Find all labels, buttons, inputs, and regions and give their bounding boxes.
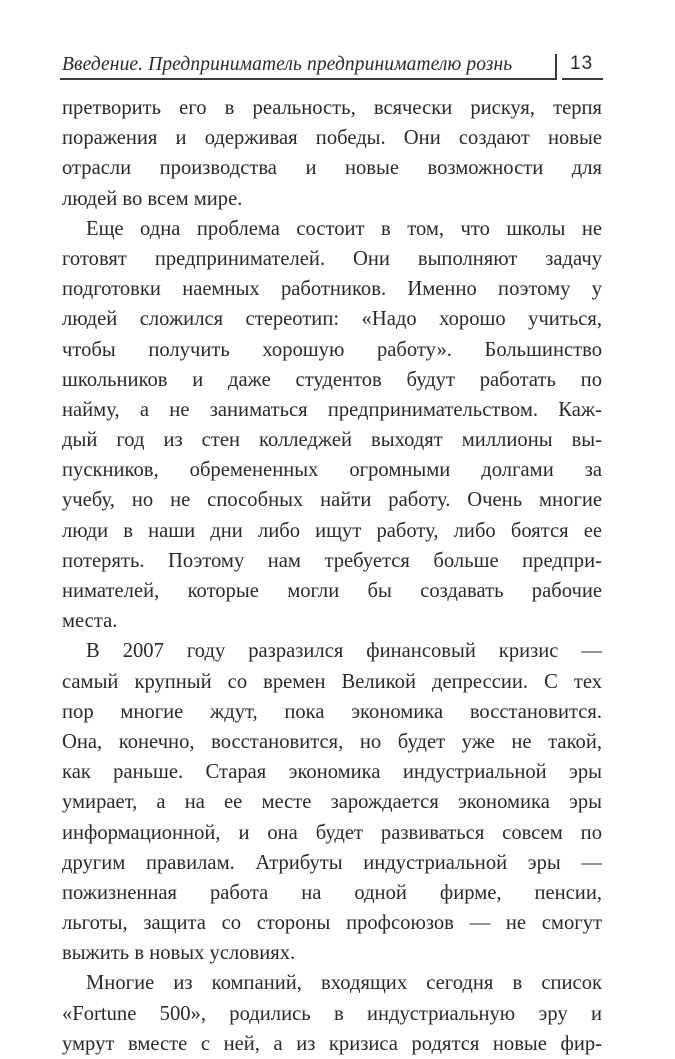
text-line: людей во всем мире.: [62, 187, 243, 210]
text-line: «Fortune 500», родились в индустриальную эру и: [62, 1002, 602, 1025]
text-line: чтобы получить хорошую работу». Большинство: [62, 338, 602, 361]
text-line: как раньше. Старая экономика индустриальной эры: [62, 761, 602, 784]
text-line: умирает, а на ее месте зарождается экономика эры: [62, 791, 602, 814]
text-line: людей сложился стереотип: «Надо хорошо учиться,: [62, 308, 602, 331]
text-line: дый год из стен колледжей выходят миллионы вы-: [62, 429, 602, 452]
text-line: пускников, обремененных огромными долгами за: [62, 459, 602, 482]
text-line: места.: [62, 610, 118, 633]
text-line: готовят предпринимателей. Они выполняют задачу: [62, 247, 602, 270]
text-line: пожизненная работа на одной фирме, пенсии,: [62, 881, 602, 904]
text-line: умрут вместе с ней, а из кризиса родятся новые фир-: [62, 1032, 602, 1055]
text-line: люди в наши дни либо ищут работу, либо боятся ее: [62, 519, 602, 542]
text-line: школьников и даже студентов будут работать по: [62, 368, 602, 391]
page-number: 13: [570, 53, 594, 74]
paragraph: [62, 214, 602, 637]
text-line: подготовки наемных работников. Именно поэтому у: [62, 278, 602, 301]
text-line: претворить его в реальность, всячески рискуя, терпя: [62, 97, 602, 119]
page-number-underline: [562, 78, 603, 80]
body-text: [62, 93, 602, 1059]
text-line: льготы, защита со стороны профсоюзов — не смогут: [62, 912, 602, 935]
text-line: Она, конечно, восстановится, но будет уже не такой,: [62, 730, 602, 753]
text-line: выжить в новых условиях.: [62, 942, 296, 965]
text-line: учебу, но не способных найти работу. Очень многие: [62, 489, 602, 512]
text-line: Еще одна проблема состоит в том, что школы не: [86, 217, 602, 240]
paragraph: [62, 93, 602, 214]
text-line: пор многие ждут, пока экономика восстановится.: [62, 700, 602, 723]
running-header: [60, 50, 605, 82]
text-line: потерять. Поэтому нам требуется больше предпри-: [62, 549, 602, 572]
text-line: отрасли производства и новые возможности для: [62, 157, 602, 180]
text-line: другим правилам. Атрибуты индустриальной эры —: [62, 851, 602, 874]
paragraph: [62, 968, 602, 1059]
header-separator: [555, 54, 557, 80]
text-line: Многие из компаний, входящих сегодня в список: [86, 972, 602, 995]
header-underline: [60, 78, 555, 80]
text-line: нимателей, которые могли бы создавать рабочие: [62, 580, 602, 602]
text-line: поражения и одерживая победы. Они создают новые: [62, 127, 602, 150]
text-line: информационной, и она будет развиваться совсем по: [62, 821, 602, 844]
text-line: В 2007 году разразился финансовый кризис —: [86, 640, 602, 663]
paragraph: [62, 636, 602, 968]
text-line: самый крупный со времен Великой депрессии. С тех: [62, 670, 602, 693]
text-line: найму, а не заниматься предпринимательством. Каж-: [62, 398, 602, 421]
running-title: Введение. Предприниматель предпринимателю рознь: [62, 54, 513, 75]
